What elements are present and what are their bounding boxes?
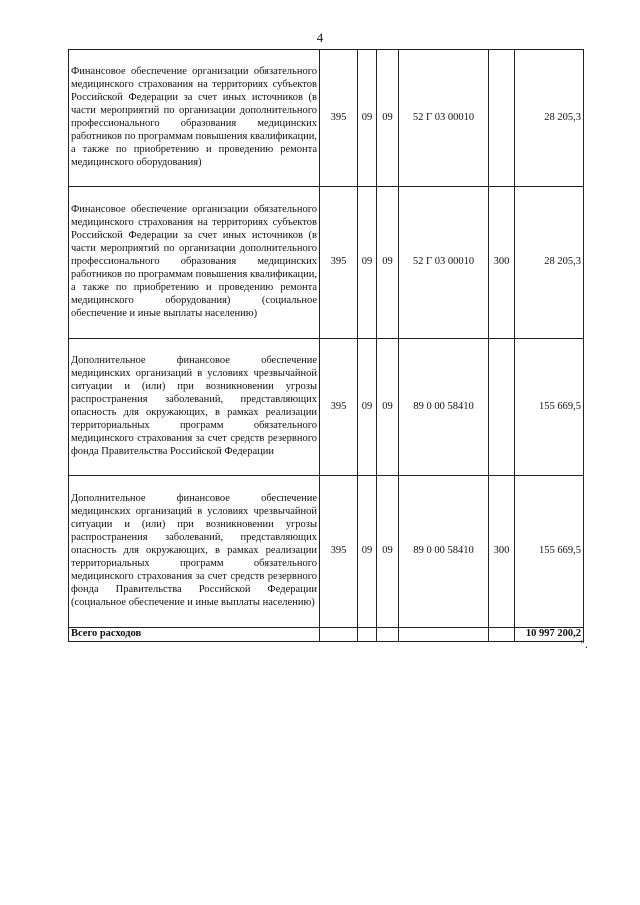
target-article: 89 0 00 58410: [399, 339, 489, 476]
subsection-code: 09: [377, 339, 399, 476]
total-label: Всего расходов: [69, 628, 320, 642]
table-row: [69, 50, 584, 187]
table-row: [69, 339, 584, 476]
budget-table: [68, 49, 584, 642]
ministry-code: 395: [320, 339, 358, 476]
page-number: 4: [316, 30, 324, 45]
section-code: 09: [358, 476, 377, 628]
row-description: Дополнительное финансовое обеспечение медицинских организаций в условиях чрезвычайной ситуации и (или) при возникновении угрозы распространения заболеваний, представляющих опасность для окружающих, в рамках реализации территориальных программ обязательного медицинского страхования за счет средств резервного фонда Правительства Российской Федерации (социальное обеспечение и иные выплаты населению): [69, 476, 320, 628]
ministry-code: 395: [320, 50, 358, 187]
section-code: 09: [358, 187, 377, 339]
closing-quote-mark: ".: [580, 637, 588, 651]
amount: 155 669,5: [515, 476, 584, 628]
expense-type: 300: [489, 187, 515, 339]
empty-cell: [399, 628, 489, 642]
section-code: 09: [358, 50, 377, 187]
amount: 155 669,5: [515, 339, 584, 476]
expense-type: 300: [489, 476, 515, 628]
subsection-code: 09: [377, 476, 399, 628]
ministry-code: 395: [320, 476, 358, 628]
section-code: 09: [358, 339, 377, 476]
empty-cell: [320, 628, 358, 642]
table-row: [69, 476, 584, 628]
subsection-code: 09: [377, 187, 399, 339]
subsection-code: 09: [377, 50, 399, 187]
table-row: [69, 187, 584, 339]
empty-cell: [489, 628, 515, 642]
target-article: 52 Г 03 00010: [399, 50, 489, 187]
total-amount: 10 997 200,2: [515, 628, 584, 642]
empty-cell: [358, 628, 377, 642]
target-article: 52 Г 03 00010: [399, 187, 489, 339]
target-article: 89 0 00 58410: [399, 476, 489, 628]
row-description: Дополнительное финансовое обеспечение медицинских организаций в условиях чрезвычайной ситуации и (или) при возникновении угрозы распространения заболеваний, представляющих опасность для окружающих, в рамках реализации территориальных программ обязательного медицинского страхования за счет средств резервного фонда Правительства Российской Федерации: [69, 339, 320, 476]
expense-type: [489, 50, 515, 187]
amount: 28 205,3: [515, 187, 584, 339]
total-row: [69, 628, 584, 642]
row-description: Финансовое обеспечение организации обязательного медицинского страхования на территориях субъектов Российской Федерации за счет иных источников (в части мероприятий по организации дополнительного профессионального образования медицинских работников по программам повышения квалификации, а также по приобретению и проведению ремонта медицинского оборудования) (социальное обеспечение и иные выплаты населению): [69, 187, 320, 339]
empty-cell: [377, 628, 399, 642]
row-description: Финансовое обеспечение организации обязательного медицинского страхования на территориях субъектов Российской Федерации за счет иных источников (в части мероприятий по организации дополнительного профессионального образования медицинских работников по программам повышения квалификации, а также по приобретению и проведению ремонта медицинского оборудования): [69, 50, 320, 187]
amount: 28 205,3: [515, 50, 584, 187]
ministry-code: 395: [320, 187, 358, 339]
expense-type: [489, 339, 515, 476]
